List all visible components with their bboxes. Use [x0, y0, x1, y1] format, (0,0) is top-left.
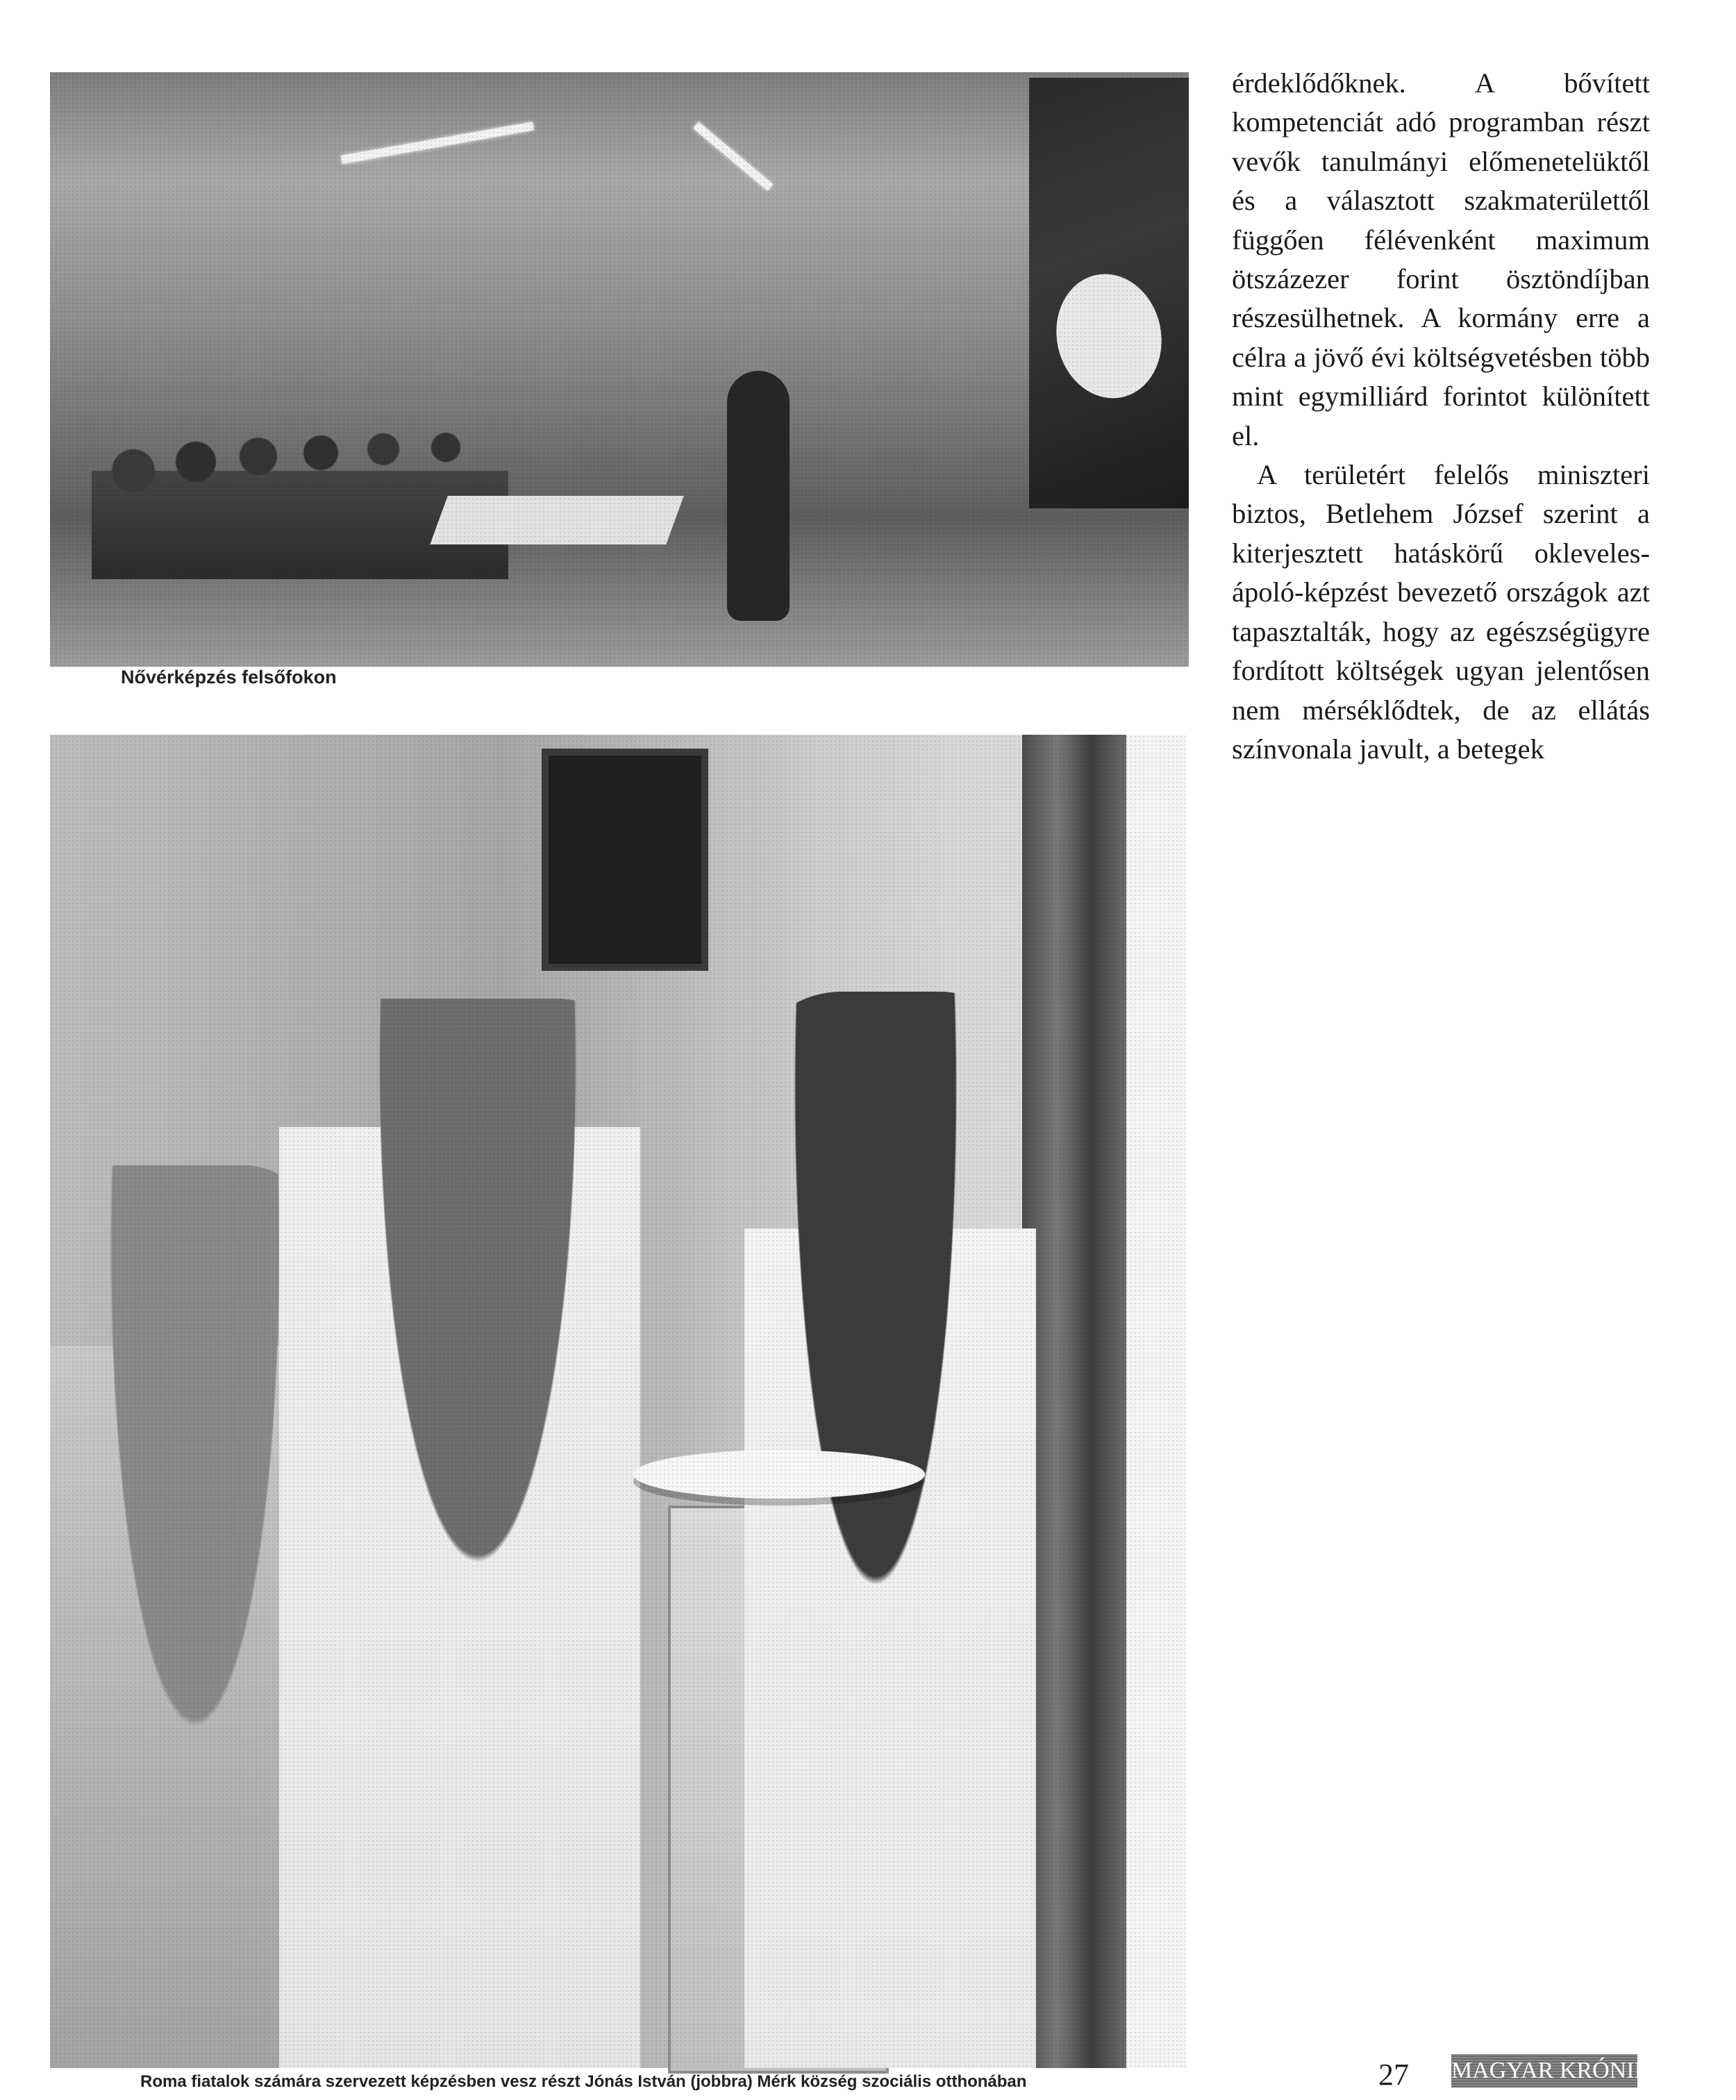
article-text-column — [1232, 64, 1650, 769]
curtain — [1022, 735, 1126, 2068]
young-man-figure — [744, 992, 1036, 2068]
classroom-photo — [50, 72, 1189, 667]
wall-painting — [542, 749, 708, 971]
article-paragraph: A területért felelős miniszteri biztos, Betlehem József szerint a kiterjesztett hatáskörű okleveles-ápoló-képzést bevezető országok azt tapasztalták, hogy az egészségügyre fordított költségek ugyan jelentősen nem mérséklődtek, de az ellátás színvonala javult, a betegek — [1232, 459, 1650, 765]
elderly-man-figure — [50, 1165, 314, 2068]
presenter-figure — [727, 371, 790, 621]
page-number: 27 — [1378, 2058, 1409, 2092]
pie-chart-on-screen — [1045, 264, 1173, 408]
classroom-table — [430, 496, 683, 544]
publication-masthead: MAGYAR KRÓNIKA — [1451, 2054, 1637, 2088]
ceiling-light — [341, 122, 534, 163]
top-photo-caption: Nővérképzés felsőfokon — [121, 667, 337, 688]
nurse-figure — [279, 999, 640, 2068]
projection-screen — [1029, 78, 1189, 508]
ceiling-light — [693, 122, 773, 190]
serving-tray — [633, 1450, 925, 1499]
care-home-photo — [50, 735, 1186, 2068]
window — [1126, 735, 1186, 2068]
bottom-photo-caption: Roma fiatalok számára szervezett képzésben vesz részt Jónás István (jobbra) Mérk község szociális otthonában — [140, 2072, 1027, 2091]
bedside-cabinet — [668, 1506, 889, 2074]
audience — [92, 399, 508, 579]
article-paragraph: érdeklődőknek. A bővített kompetenciát adó programban részt vevők tanulmányi előmenetelüktől és a választott szakmaterülettől függően félévenként maximum ötszázezer forint ösztöndíjban részesülhetnek. A kormány erre a célra a jövő évi költségvetésben több mint egymilliárd forintot különített el. — [1232, 67, 1650, 451]
